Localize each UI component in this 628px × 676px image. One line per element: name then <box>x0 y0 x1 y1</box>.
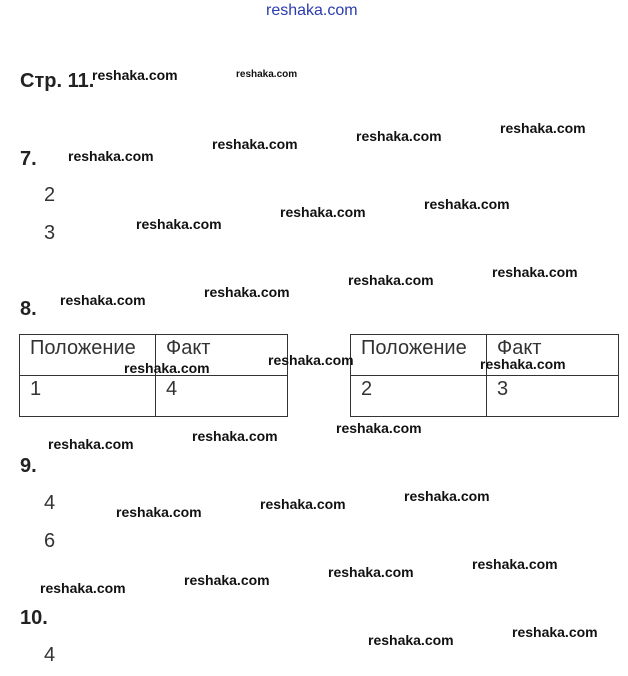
watermark: reshaka.com <box>480 356 566 372</box>
table-header-fact: Факт <box>487 335 619 376</box>
watermark: reshaka.com <box>136 216 222 232</box>
table-cell-fact: 3 <box>487 376 619 417</box>
watermark: reshaka.com <box>472 556 558 572</box>
table-cell-position: 2 <box>351 376 487 417</box>
task-9-number: 9. <box>20 455 37 477</box>
watermark: reshaka.com <box>236 69 298 80</box>
task-7-number: 7. <box>20 148 37 170</box>
table-cell-fact: 4 <box>156 376 288 417</box>
watermark: reshaka.com <box>204 284 290 300</box>
task-8-number: 8. <box>20 298 37 320</box>
watermark: reshaka.com <box>48 436 134 452</box>
watermark: reshaka.com <box>60 292 146 308</box>
watermark: reshaka.com <box>328 564 414 580</box>
watermark: reshaka.com <box>260 496 346 512</box>
page-label: Стр. 11. <box>20 70 95 92</box>
watermark: reshaka.com <box>124 360 210 376</box>
watermark: reshaka.com <box>40 580 126 596</box>
task-7-answer-1: 2 <box>44 184 56 206</box>
watermark: reshaka.com <box>356 128 442 144</box>
watermark: reshaka.com <box>68 148 154 164</box>
watermark: reshaka.com <box>212 136 298 152</box>
task-9-answer-1: 4 <box>44 492 56 514</box>
watermark: reshaka.com <box>268 352 354 368</box>
watermark: reshaka.com <box>116 504 202 520</box>
site-watermark[interactable]: reshaka.com <box>266 2 358 19</box>
watermark: reshaka.com <box>280 204 366 220</box>
watermark: reshaka.com <box>492 264 578 280</box>
watermark: reshaka.com <box>92 67 178 83</box>
watermark: reshaka.com <box>336 420 422 436</box>
watermark: reshaka.com <box>368 632 454 648</box>
task-9-answer-2: 6 <box>44 530 56 552</box>
task-7-answer-2: 3 <box>44 222 56 244</box>
watermark: reshaka.com <box>348 272 434 288</box>
watermark: reshaka.com <box>512 624 598 640</box>
task-10-answer-1: 4 <box>44 644 56 666</box>
table-header-position: Положение <box>351 335 487 376</box>
table-header-fact: Факт <box>156 335 288 376</box>
table-row <box>351 376 619 417</box>
task-10-number: 10. <box>20 607 48 629</box>
watermark: reshaka.com <box>184 572 270 588</box>
watermark: reshaka.com <box>500 120 586 136</box>
task-8-table-2 <box>350 334 619 417</box>
watermark: reshaka.com <box>424 196 510 212</box>
table-row <box>20 376 288 417</box>
table-header-position: Положение <box>20 335 156 376</box>
watermark: reshaka.com <box>404 488 490 504</box>
watermark: reshaka.com <box>192 428 278 444</box>
table-cell-position: 1 <box>20 376 156 417</box>
